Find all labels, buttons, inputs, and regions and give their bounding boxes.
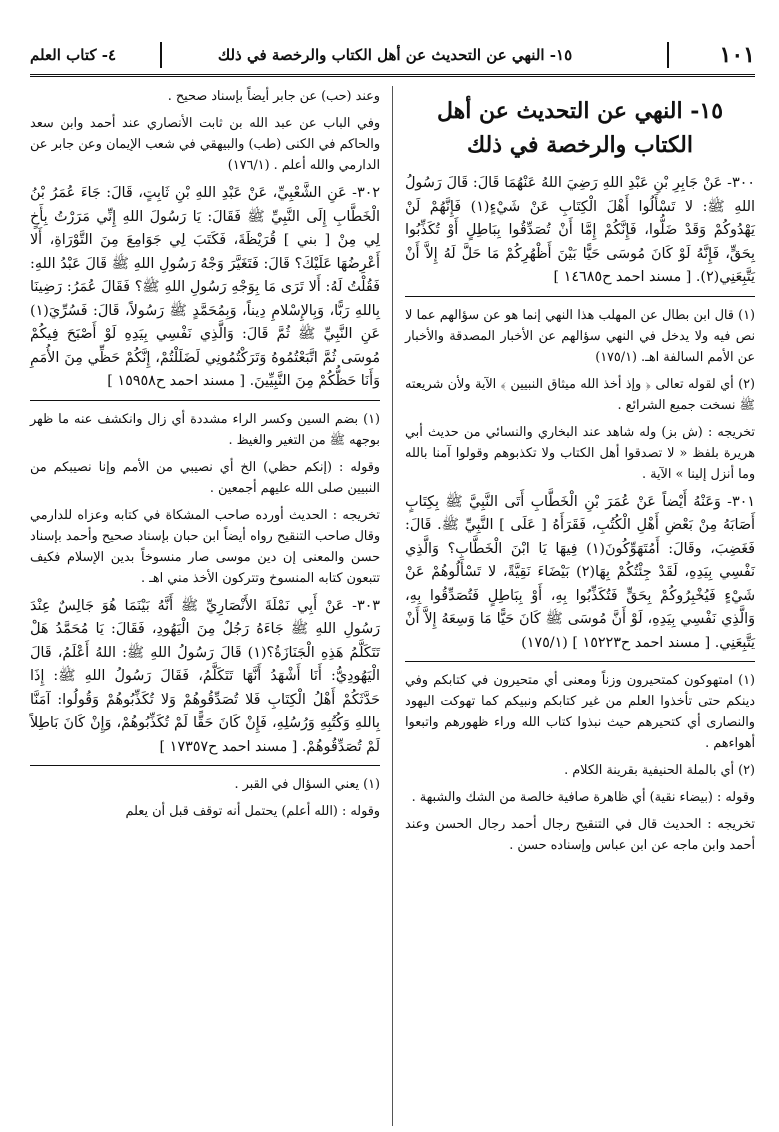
header-rule	[30, 74, 755, 77]
column-divider	[392, 86, 393, 1126]
hadith-302: ٣٠٢- عَنِ الشَّعْبِيِّ، عَنْ عَبْدِ اللهِ بْنِ ثَابِتٍ، قَالَ: جَاءَ عُمَرُ بْنُ الْخَطَّابِ إِلَى النَّبِيِّ ﷺ فَقَالَ: يَا رَسُولَ اللهِ إِنِّي مَرَرْتُ بِأَخٍ لِي مِنْ [ بني ] قُرَيْظَةَ، فَكَتَبَ لِي جَوَامِعَ مِنَ التَّوْرَاةِ، أَلا أَعْرِضُهَا عَلَيْكَ؟ قَالَ: فَتَغَيَّرَ وَجْهُ رَسُولِ اللهِ ﷺ قَالَ عَبْدُ اللهِ: فَقُلْتُ لَهُ: أَلا تَرَى مَا بِوَجْهِ رَسُولِ اللهِ ﷺ؟ فَقَالَ عُمَرُ: رَضِينَا بِاللهِ رَبًّا، وَبِالإِسْلامِ دِيناً، وَبِمُحَمَّدٍ ﷺ رَسُولاً، قَالَ: فَسُرِّيَ(١) عَنِ النَّبِيِّ ﷺ ثُمَّ قَالَ: وَالَّذِي نَفْسِي بِيَدِهِ لَوْ أَصْبَحَ فِيكُمْ مُوسَى ثُمَّ اتَّبَعْتُمُوهُ وَتَرَكْتُمُونِي لَضَلَلْتُمْ، إِنَّكُمْ حَظِّي مِنَ الأُمَمِ وَأَنَا حَظُّكُمْ مِنَ النَّبِيِّينَ. [ مسند احمد ح١٥٩٥٨ ]	[30, 185, 380, 389]
running-header	[30, 42, 755, 70]
takhrij-300: تخريجه : (ش بز) وله شاهد عند البخاري والنسائي من حديث أبي هريرة بلفظ « لا تصدقوا أهل الكتاب ولا تكذبوهم وقولوا آمنا بالله وما أنزل إلينا » الآية .	[405, 424, 755, 482]
page-number: ١٠١	[719, 42, 755, 68]
commentary-301: وقوله : (بيضاء نقية) أي ظاهرة صافية خالصة من الشك والشبهة .	[411, 790, 755, 805]
right-column	[405, 86, 755, 862]
bab-note: وفي الباب عن عبد الله بن ثابت الأنصاري عند أحمد وابن سعد والحاكم في الكنى (طب) والبيهقي في شعب الإيمان وعن جابر عن الدارمي والله أعلم . (١٧٦/١)	[30, 116, 380, 173]
footnote-divider	[30, 400, 380, 401]
book-page	[30, 14, 755, 1114]
footnote-301-2: (٢) أي بالملة الحنيفية بقرينة الكلام .	[564, 763, 755, 778]
footnote-divider	[30, 765, 380, 766]
commentary-302: وقوله : (إنكم حظي) الخ أي نصيبي من الأمم وإنا نصيبكم من النبيين صلى الله عليهم أجمعين .	[30, 459, 380, 496]
takhrij-301: تخريجه : الحديث قال في التنقيح رجال أحمد رجال الحسن وعند أحمد وابن ماجه عن ابن عباس وإسناده حسن .	[405, 817, 755, 853]
hadith-303: ٣٠٣- عَنْ أَبِي نَمْلَةَ الأَنْصَارِيِّ ﷺ أَنَّهُ بَيْنَمَا هُوَ جَالِسٌ عِنْدَ رَسُولِ اللهِ ﷺ جَاءَهُ رَجُلٌ مِنَ الْيَهُودِ، فَقَالَ: يَا مُحَمَّدُ هَلْ تَتَكَلَّمُ هَذِهِ الْجَنَازَةُ؟(١) قَالَ رَسُولُ اللهِ ﷺ: اللهُ أَعْلَمُ، قَالَ الْيَهُودِيُّ: أَنَا أَشْهَدُ أَنَّهَا تَتَكَلَّمُ، فَقَالَ رَسُولُ اللهِ ﷺ: إِذَا حَدَّثَكُمْ أَهْلُ الْكِتَابِ فَلا تُصَدِّقُوهُمْ وَلا تُكَذِّبُوهُمْ وَقُولُوا: آمَنَّا بِاللهِ وَكُتُبِهِ وَرُسُلِهِ، فَإِنْ كَانَ حَقًّا لَمْ تُكَذِّبُوهُمْ، وَإِنْ كَانَ بَاطِلاً لَمْ تُصَدِّقُوهُمْ. [ مسند احمد ح١٧٣٥٧ ]	[30, 597, 380, 755]
footnote-divider	[405, 296, 755, 297]
footnote-303-1: (١) يعني السؤال في القبر .	[234, 777, 380, 792]
running-book-title: ٤- كتاب العلم	[30, 46, 117, 64]
left-column	[30, 86, 380, 828]
commentary-303: وقوله : (الله أعلم) يحتمل أنه توقف قبل أن يعلم	[125, 804, 380, 819]
footnote-302-1: (١) بضم السين وكسر الراء مشددة أي زال وانكشف عنه ما ظهر بوجهه ﷺ من التغير والغيظ .	[30, 411, 380, 448]
header-separator	[667, 42, 669, 68]
hadith-300: ٣٠٠- عَنْ جَابِرِ بْنِ عَبْدِ اللهِ رَضِيَ اللهُ عَنْهُمَا قَالَ: قَالَ رَسُولُ اللهِ ﷺ: لا تَسْأَلُوا أَهْلَ الْكِتَابِ عَنْ شَيْءٍ(١) فَإِنَّهُمْ لَنْ يَهْدُوكُمْ وَقَدْ ضَلُّوا، فَإِنَّكُمْ إِمَّا أَنْ تُصَدِّقُوا بِبَاطِلٍ أَوْ تُكَذِّبُوا بِحَقٍّ، فَإِنَّهُ لَوْ كَانَ مُوسَى حَيًّا بَيْنَ أَظْهُرِكُمْ مَا حَلَّ لَهُ إِلاَّ أَنْ يَتَّبِعَنِي(٢). [ مسند احمد ح١٤٦٨٥ ]	[405, 175, 755, 285]
hadith-301: ٣٠١- وَعَنْهُ أَيْضاً عَنْ عُمَرَ بْنِ الْخَطَّابِ أَتَى النَّبِيَّ ﷺ بِكِتَابٍ أَصَابَهُ مِنْ بَعْضِ أَهْلِ الْكُتُبِ، فَقَرَأَهُ [ عَلَى ] النَّبِيِّ ﷺ. قَالَ: فَغَضِبَ، وقَالَ: أَمُتَهَوِّكُونَ(١) فِيهَا يَا ابْنَ الْخَطَّابِ؟ وَالَّذِي نَفْسِي بِيَدِهِ، لَقَدْ جِئْتُكُمْ بِهَا(٢) بَيْضَاءَ نَقِيَّةً، لا تَسْأَلُوهُمْ عَنْ شَيْءٍ فَيُخْبِرُوكُمْ بِحَقٍّ فَتُكَذِّبُوا بِهِ، أَوْ بِبَاطِلٍ فَتُصَدِّقُوا بِهِ، وَالَّذِي نَفْسِي بِيَدِهِ، لَوْ أَنَّ مُوسَى ﷺ كَانَ حَيًّا مَا وَسِعَهُ إِلاَّ أَنْ يَتَّبِعَنِي. [ مسند احمد ح١٥٢٢٣ ] (١٧٥/١)	[405, 493, 755, 651]
chapter-heading: ١٥- النهي عن التحديث عن أهل الكتاب والرخصة في ذلك	[436, 98, 724, 158]
footnote-301-1: (١) امتهوكون كمتحيرون وزناً ومعنى أي متحيرون في كتابكم وفي دينكم حتى تأخذوا العلم من غير كتابكم ونبيكم كما تهوكت اليهود والنصارى أي كتحيرهم حيث نبذوا كتاب الله وراء ظهورهم واتبعوا أهواءهم .	[405, 673, 755, 751]
takhrij-302: تخريجه : الحديث أورده صاحب المشكاة في كتابه وعزاه للدارمي وقال صاحب التنقيح رواه أيضاً ابن حبان بإسناد صحيح وأحمد بإسناد حسن والمعنى إن دين موسى صار منسوخاً بدين الإسلام فكيف تتبعون كتابه المنسوخ وتتركون الأخذ مني اهـ .	[30, 507, 380, 586]
running-chapter-title: ١٥- النهي عن التحديث عن أهل الكتاب والرخصة في ذلك	[217, 46, 573, 64]
footnote-300-1: (١) قال ابن بطال عن المهلب هذا النهي إنما هو عن سؤالهم عما لا نص فيه ولا يدخل في النهي سؤالهم عن الأخبار المصدقة والأخبار عن الأمم السالفة اهـ. (١٧٥/١)	[405, 307, 755, 365]
footnote-300-2: (٢) أي لقوله تعالى ﴿ وإذ أخذ الله ميثاق النبيين ﴾ الآية ولأن شريعته ﷺ نسخت جميع الشرائع .	[405, 376, 755, 413]
header-separator	[160, 42, 162, 68]
footnote-divider	[405, 661, 755, 662]
continuation-301: وعند (حب) عن جابر أيضاً بإسناد صحيح .	[167, 89, 380, 104]
